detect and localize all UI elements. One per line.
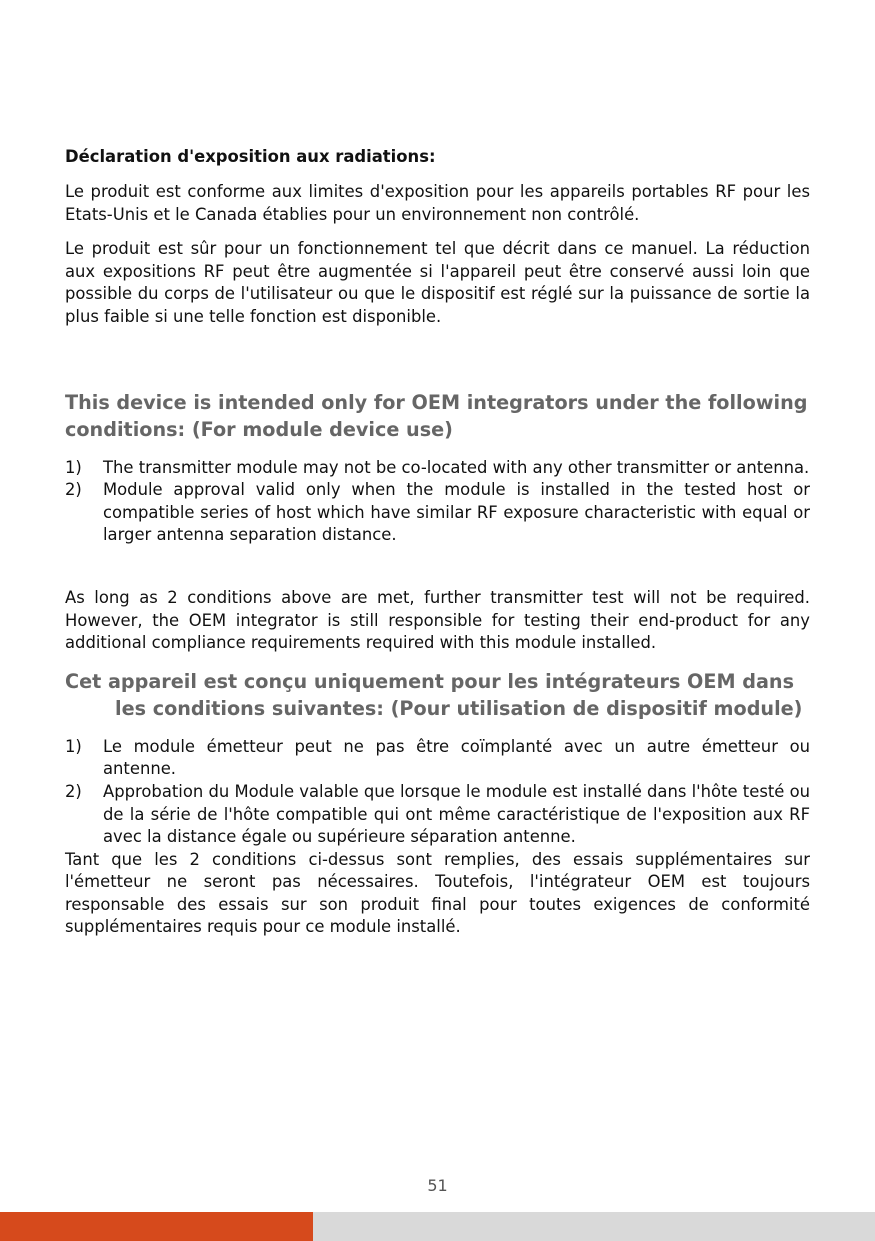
list-item-number: 1)	[65, 736, 82, 756]
oem-heading-fr-line2: les conditions suivantes: (Pour utilisation de dispositif module)	[115, 697, 803, 721]
list-item	[65, 736, 810, 781]
oem-heading-en: This device is intended only for OEM integrators under the following conditions: (For module device use)	[65, 390, 808, 442]
list-item-number: 2)	[65, 781, 82, 801]
list-item	[65, 479, 810, 547]
list-item	[65, 457, 810, 480]
oem-conditions-list-en	[65, 457, 810, 547]
list-item-text: Approbation du Module valable que lorsque le module est installé dans l'hôte testé ou de la série de l'hôte compatible qui ont même caractéristique de l'exposition aux RF avec la distance égale ou supérieure séparation antenne.	[103, 781, 810, 847]
list-item	[65, 781, 810, 849]
rf-exposure-heading-fr: Déclaration d'exposition aux radiations:	[65, 147, 436, 166]
oem-heading-fr-line1: Cet appareil est conçu uniquement pour les intégrateurs OEM dans	[65, 669, 795, 693]
rf-exposure-paragraph: Le produit est conforme aux limites d'exposition pour les appareils portables RF pour les Etats-Unis et le Canada établies pour un environnement non contrôlé.	[65, 182, 810, 224]
page-number: 51	[427, 1176, 448, 1195]
rf-exposure-paragraph: Le produit est sûr pour un fonctionnement tel que décrit dans ce manuel. La réduction aux expositions RF peut être augmentée si l'appareil peut être conservé aussi loin que possible du corps de l'utilisateur ou que le dispositif est réglé sur la puissance de sortie la plus faible si une telle fonction est disponible.	[65, 239, 810, 326]
footer-accent-bar	[0, 1212, 313, 1241]
oem-conditions-list-fr	[65, 736, 810, 849]
list-item-number: 1)	[65, 457, 82, 477]
document-body	[65, 146, 810, 939]
oem-summary-paragraph-en: As long as 2 conditions above are met, further transmitter test will not be required. However, the OEM integrator is still responsible for testing their end-product for any additional compliance requirements required with this module installed.	[65, 587, 810, 653]
footer-gray-bar	[313, 1212, 875, 1241]
list-item-text: Le module émetteur peut ne pas être coïmplanté avec un autre émetteur ou antenne.	[103, 736, 810, 779]
oem-summary-paragraph-fr: Tant que les 2 conditions ci-dessus sont remplies, des essais supplémentaires sur l'émetteur ne seront pas nécessaires. Toutefois, l'intégrateur OEM est toujours responsable des essais sur son produit final pour toutes exigences de conformité supplémentaires requis pour ce module installé.	[65, 849, 810, 937]
oem-heading-fr	[65, 668, 810, 723]
list-item-number: 2)	[65, 480, 82, 500]
list-item-text: The transmitter module may not be co-located with any other transmitter or antenna.	[103, 457, 810, 477]
list-item-text: Module approval valid only when the module is installed in the tested host or compatible series of host which have similar RF exposure characteristic with equal or larger antenna separation distance.	[103, 480, 810, 545]
